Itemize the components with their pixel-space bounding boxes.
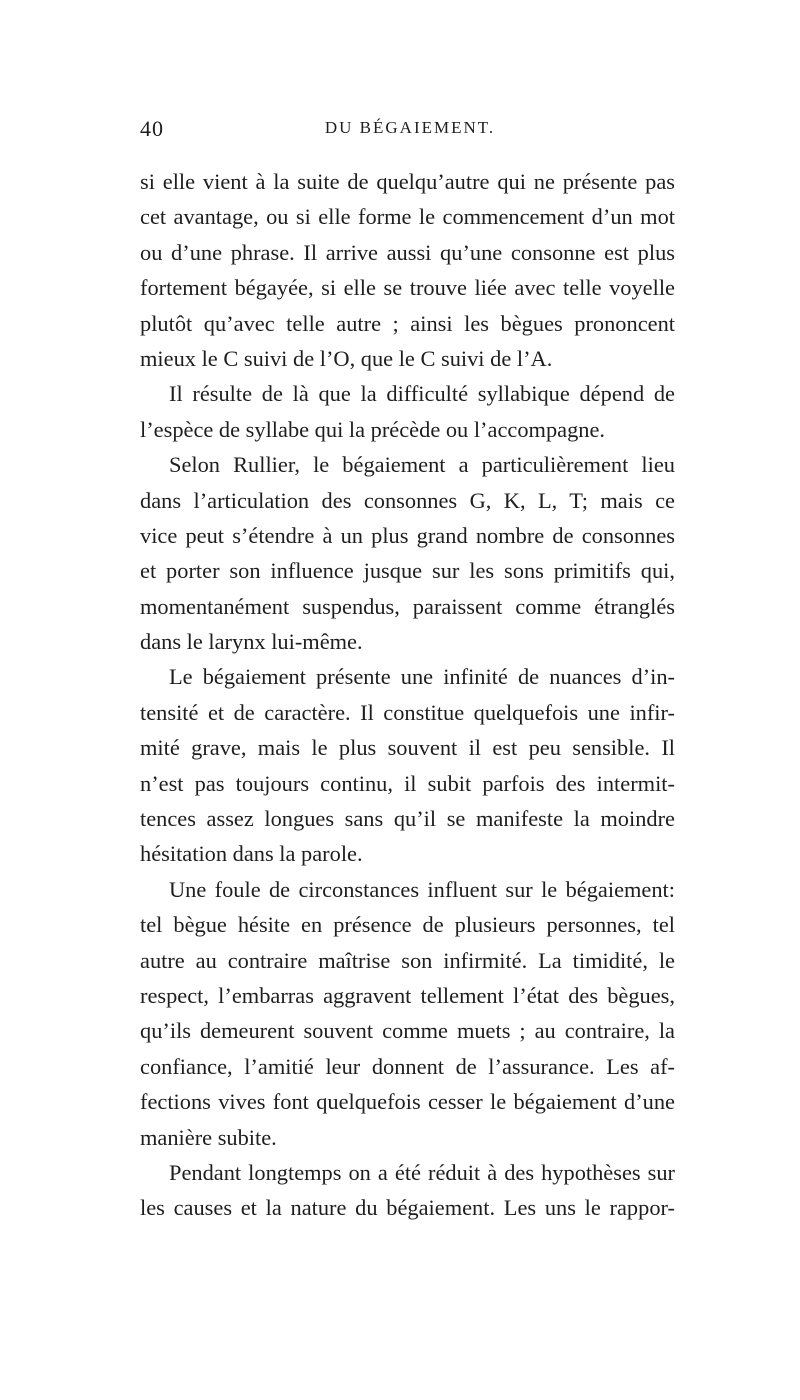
body-text: [140, 164, 675, 1226]
text-line: Selon Rullier, le bégaiement a particulièrement lieu: [169, 452, 675, 478]
text-line: cet avantage, ou si elle forme le commencement d’un mot: [140, 204, 675, 230]
text-line: tensité et de caractère. Il constitue quelquefois une infir-: [140, 699, 675, 725]
text-line: mieux le C suivi de l’O, que le C suivi de l’A.: [140, 345, 553, 371]
text-line: tel bègue hésite en présence de plusieurs personnes, tel: [140, 912, 675, 938]
text-line: Pendant longtemps on a été réduit à des hypothèses sur: [169, 1159, 675, 1185]
text-line: autre au contraire maîtrise son infirmité. La timidité, le: [140, 947, 675, 973]
text-line: et porter son influence jusque sur les sons primitifs qui,: [140, 558, 675, 584]
text-line: dans le larynx lui-même.: [140, 629, 363, 655]
text-line: Le bégaiement présente une infinité de nuances d’in-: [169, 664, 675, 690]
text-line: tences assez longues sans qu’il se manifeste la moindre: [140, 806, 675, 832]
text-line: hésitation dans la parole.: [140, 841, 363, 867]
text-line: Une foule de circonstances influent sur le bégaiement:: [169, 876, 675, 902]
text-line: l’espèce de syllabe qui la précède ou l’accompagne.: [140, 416, 605, 442]
text-line: qu’ils demeurent souvent comme muets ; au contraire, la: [140, 1018, 675, 1044]
text-line: vice peut s’étendre à un plus grand nombre de consonnes: [140, 522, 675, 548]
text-line: fortement bégayée, si elle se trouve liée avec telle voyelle: [140, 275, 675, 301]
text-line: respect, l’embarras aggravent tellement l’état des bègues,: [140, 982, 675, 1008]
text-line: les causes et la nature du bégaiement. Les uns le rappor-: [140, 1195, 675, 1221]
text-line: Il résulte de là que la difficulté syllabique dépend de: [169, 381, 675, 407]
text-line: plutôt qu’avec telle autre ; ainsi les bègues prononcent: [140, 310, 675, 336]
text-line: manière subite.: [140, 1124, 277, 1150]
text-line: si elle vient à la suite de quelqu’autre qui ne présente pas: [140, 169, 675, 194]
text-line: momentanément suspendus, paraissent comme étranglés: [140, 593, 675, 619]
text-line: n’est pas toujours continu, il subit parfois des intermit-: [140, 770, 675, 796]
text-line: fections vives font quelquefois cesser le bégaiement d’une: [140, 1089, 675, 1115]
page-header: [140, 116, 680, 146]
text-line: mité grave, mais le plus souvent il est peu sensible. Il: [140, 735, 675, 761]
text-line: ou d’une phrase. Il arrive aussi qu’une consonne est plus: [140, 239, 675, 265]
text-line: dans l’articulation des consonnes G, K, L, T; mais ce: [140, 487, 675, 513]
text-line: confiance, l’amitié leur donnent de l’assurance. Les af-: [140, 1053, 675, 1079]
page-number: 40: [140, 116, 164, 141]
running-head: DU BÉGAIEMENT.: [324, 118, 496, 137]
